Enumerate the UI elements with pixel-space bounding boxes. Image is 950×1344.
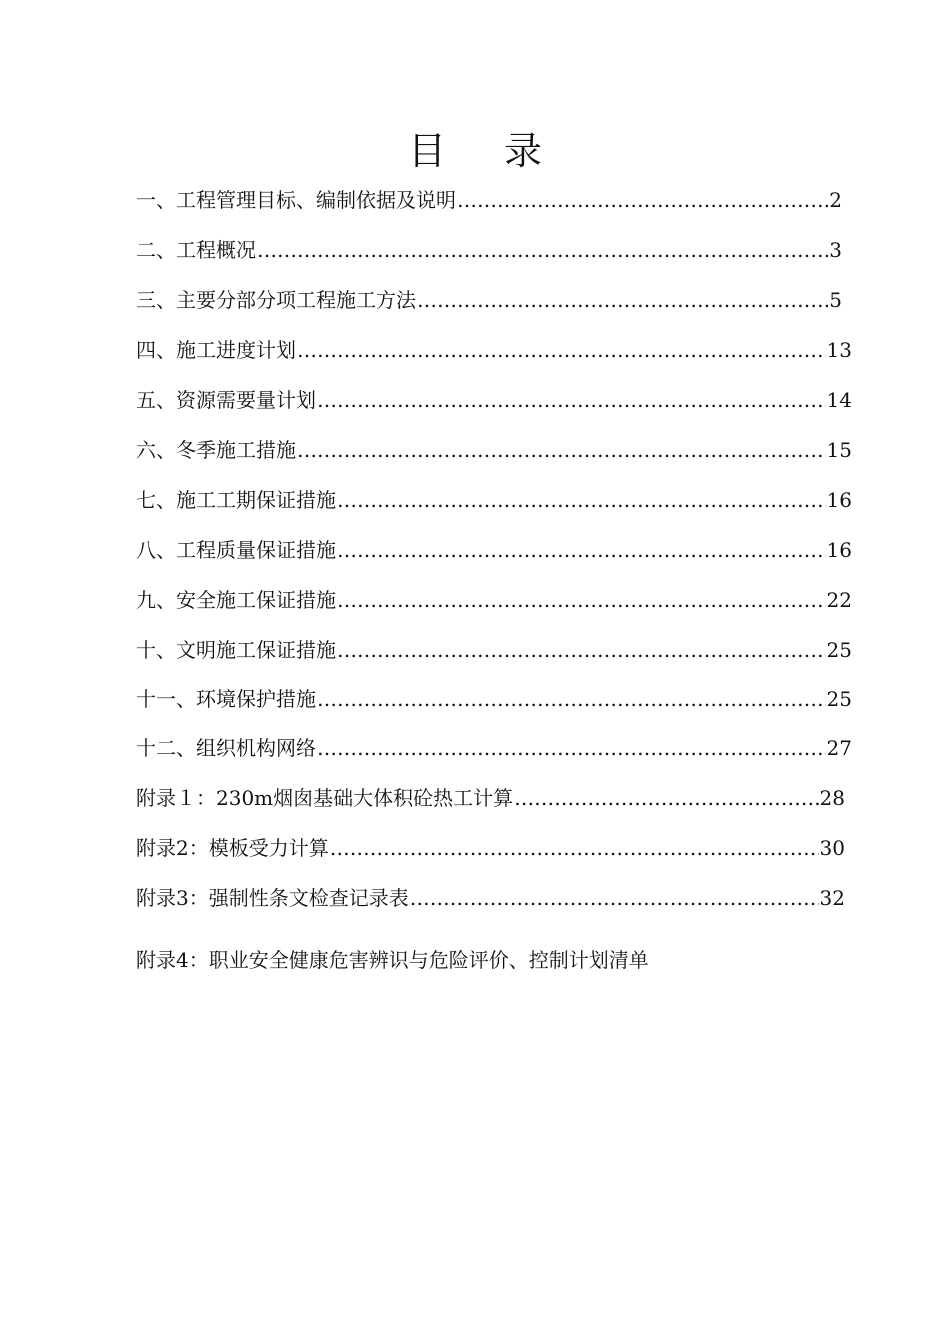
toc-dot-leader (257, 236, 828, 264)
toc-entry-label: 十二、组织机构网络 (136, 736, 316, 760)
toc-entry[interactable] (136, 586, 852, 614)
toc-entry[interactable] (136, 486, 852, 514)
toc-entry[interactable] (136, 734, 852, 762)
toc-dot-leader (330, 834, 819, 862)
toc-entry-page: 30 (819, 836, 845, 860)
toc-dot-leader (297, 436, 826, 464)
toc-entry-page: 27 (826, 736, 852, 760)
toc-entry[interactable] (136, 186, 842, 214)
toc-dot-leader (317, 386, 826, 414)
toc-entry[interactable] (136, 236, 842, 264)
toc-dot-leader (417, 286, 828, 314)
page-title (0, 128, 950, 174)
toc-entry[interactable] (136, 784, 845, 812)
toc-entry-page: 32 (819, 886, 845, 910)
toc-entry-page: 14 (826, 388, 852, 412)
toc-dot-leader (317, 685, 826, 713)
toc-entry-page: 22 (826, 588, 852, 612)
toc-entry-label: 附录4：职业安全健康危害辨识与危险评价、控制计划清单 (136, 948, 649, 972)
toc-entry[interactable] (136, 834, 845, 862)
toc-entry-page: 5 (829, 288, 842, 312)
toc-entry-page: 28 (819, 786, 845, 810)
toc-entry-label: 六、冬季施工措施 (136, 438, 296, 462)
toc-dot-leader (337, 536, 826, 564)
toc-dot-leader (337, 586, 826, 614)
toc-entry-page: 16 (826, 538, 852, 562)
toc-entry[interactable] (136, 536, 852, 564)
toc-entry[interactable] (136, 286, 842, 314)
toc-entry-label: 五、资源需要量计划 (136, 388, 316, 412)
toc-entry[interactable] (136, 636, 852, 664)
toc-entry-page: 3 (829, 238, 842, 262)
toc-entry-label: 三、主要分部分项工程施工方法 (136, 288, 416, 312)
toc-entry-page: 16 (826, 488, 852, 512)
toc-dot-leader (317, 734, 826, 762)
toc-dot-leader (514, 784, 818, 812)
toc-entry-label: 十、文明施工保证措施 (136, 638, 336, 662)
toc-entry[interactable] (136, 386, 852, 414)
toc-entry-label: 四、施工进度计划 (136, 338, 296, 362)
toc-dot-leader (297, 336, 826, 364)
toc-entry-label: 附录１：230m烟囱基础大体积砼热工计算 (136, 786, 514, 810)
toc-entry[interactable] (136, 336, 852, 364)
toc-entry-page: 15 (826, 438, 852, 462)
toc-dot-leader (337, 636, 826, 664)
toc-entry-label: 十一、环境保护措施 (136, 687, 316, 711)
title-part-1: 目 (407, 129, 446, 173)
toc-entry-label: 七、施工工期保证措施 (136, 488, 336, 512)
toc-entry-label: 八、工程质量保证措施 (136, 538, 336, 562)
toc-entry-page: 2 (829, 188, 842, 212)
toc-entry[interactable] (136, 884, 845, 912)
toc-entry[interactable] (136, 685, 852, 713)
toc-entry-label: 二、工程概况 (136, 238, 256, 262)
toc-entry-label: 附录3：强制性条文检查记录表 (136, 886, 409, 910)
toc-entry-label: 九、安全施工保证措施 (136, 588, 336, 612)
toc-entry-label: 附录2：模板受力计算 (136, 836, 329, 860)
toc-entry-page: 25 (826, 687, 852, 711)
toc-entry-label: 一、工程管理目标、编制依据及说明 (136, 188, 456, 212)
toc-dot-leader (457, 186, 828, 214)
toc-entry-page: 13 (826, 338, 852, 362)
toc-entry-final[interactable] (136, 946, 649, 974)
toc-dot-leader (410, 884, 819, 912)
toc-dot-leader (337, 486, 826, 514)
title-part-2: 录 (504, 129, 543, 173)
toc-entry[interactable] (136, 436, 852, 464)
toc-entry-page: 25 (826, 638, 852, 662)
